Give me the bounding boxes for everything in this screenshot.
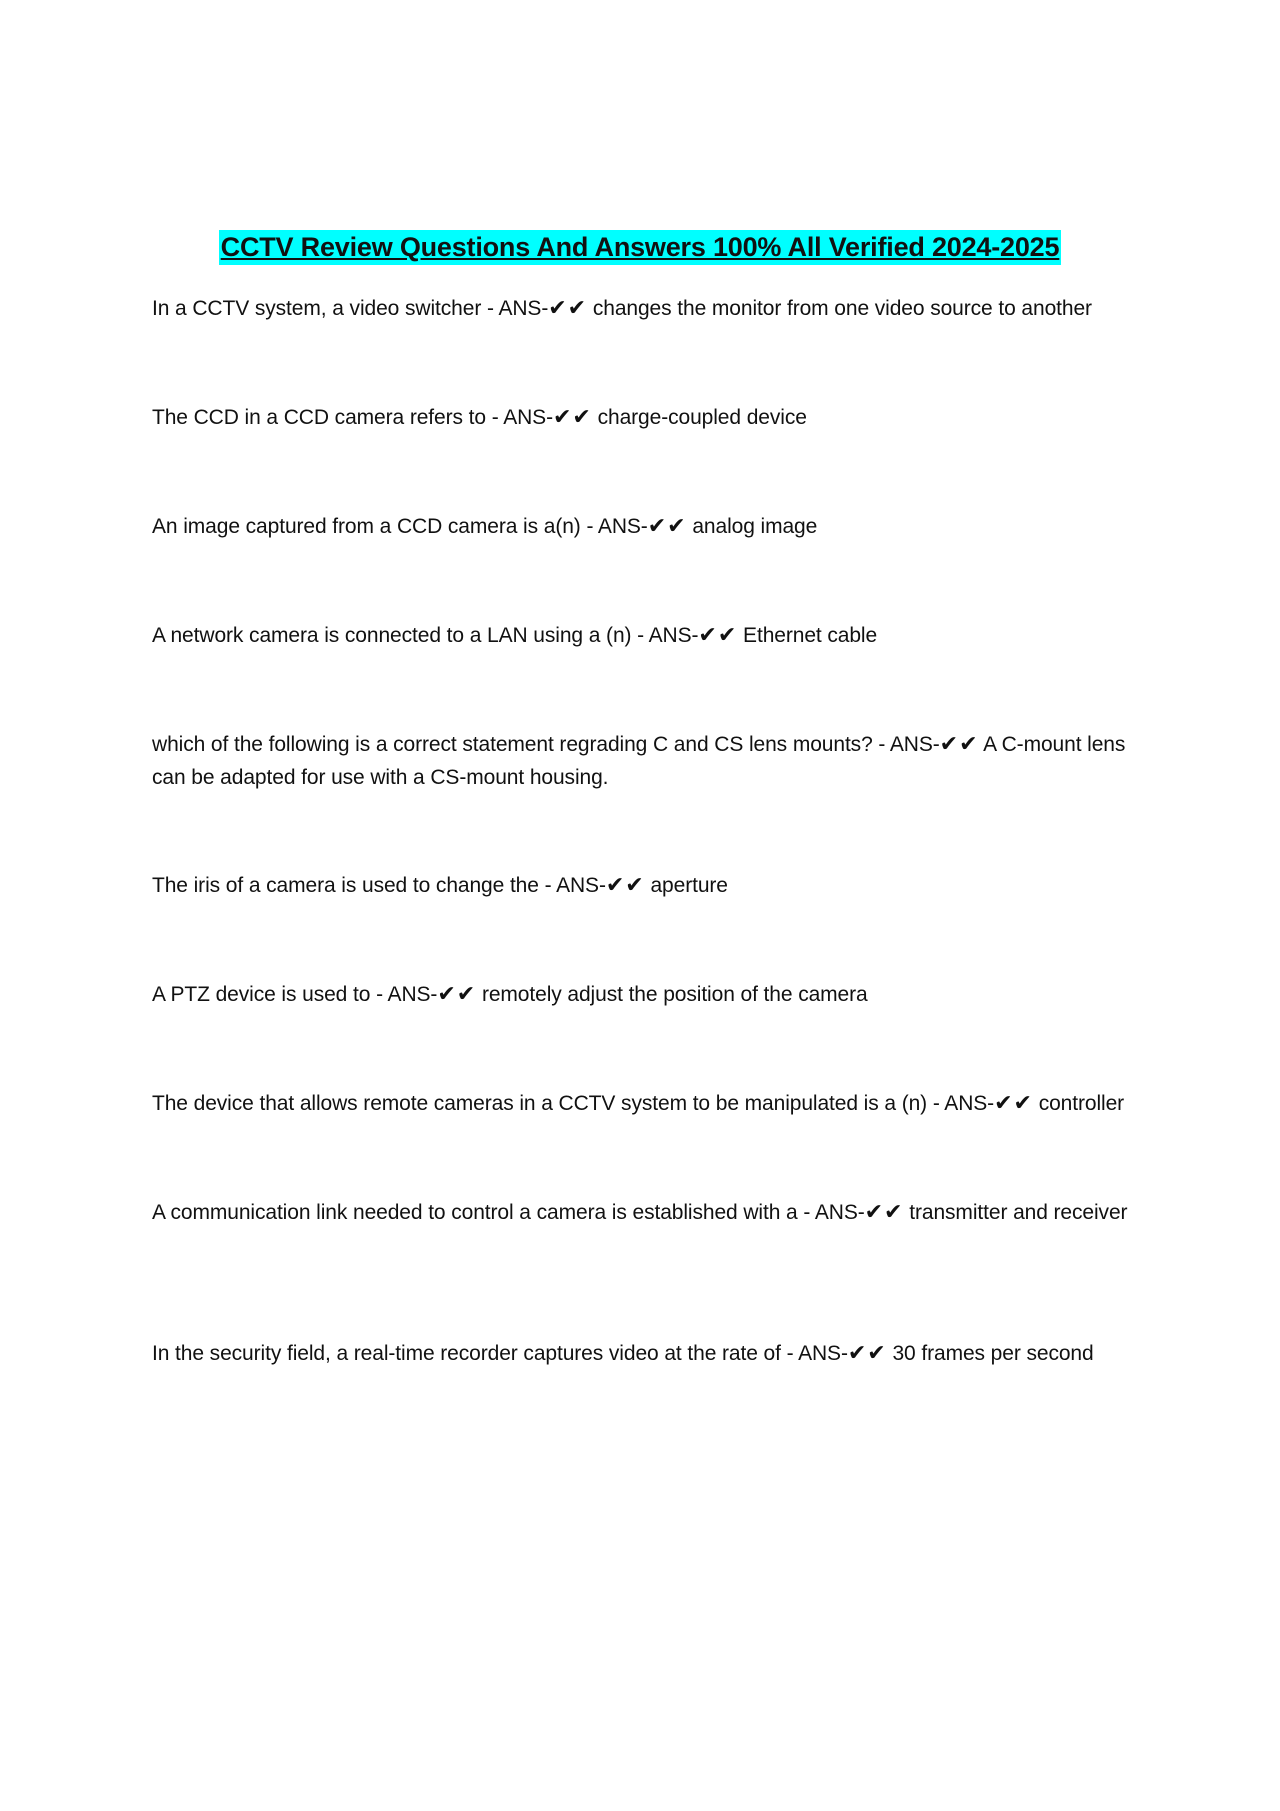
answer-marker: - ANS-: [586, 515, 648, 538]
qa-item-6: [152, 869, 1152, 902]
double-check-icon: ✔✔: [864, 1200, 904, 1225]
answer-marker: - ANS-: [376, 983, 438, 1006]
double-check-icon: ✔✔: [698, 623, 738, 648]
answer-marker: - ANS-: [491, 406, 553, 429]
qa-item-1: [152, 292, 1152, 325]
question-text: In a CCTV system, a video switcher: [152, 297, 482, 320]
question-text: A network camera is connected to a LAN using a (n): [152, 624, 632, 647]
qa-item-8: [152, 1087, 1152, 1120]
answer-marker: - ANS-: [637, 624, 699, 647]
double-check-icon: ✔✔: [994, 1091, 1033, 1116]
answer-marker: - ANS-: [932, 1092, 995, 1115]
question-text: A PTZ device is used to: [152, 983, 371, 1006]
qa-item-2: [152, 401, 1152, 434]
question-text: The iris of a camera is used to change the: [152, 874, 539, 897]
qa-item-4: [152, 619, 1152, 652]
qa-item-5: [152, 728, 1152, 794]
question-text: In the security field, a real-time recorder captures video at the rate of: [152, 1342, 781, 1365]
answer-text: changes the monitor from one video source to another: [592, 297, 1092, 320]
answer-text: aperture: [650, 874, 728, 897]
answer-marker: - ANS-: [786, 1342, 848, 1365]
answer-text: A C-mount lens can be adapted for use with a CS-mount housing.: [152, 733, 1126, 789]
question-text: A communication link needed to control a camera is established with a: [152, 1201, 798, 1224]
title-container: [0, 230, 1280, 265]
double-check-icon: ✔✔: [548, 296, 588, 321]
answer-text: charge-coupled device: [597, 406, 807, 429]
qa-item-3: [152, 510, 1152, 543]
question-text: which of the following is a correct statement regrading C and CS lens mounts?: [152, 733, 873, 756]
question-text: An image captured from a CCD camera is a(n): [152, 515, 581, 538]
question-text: The CCD in a CCD camera refers to: [152, 406, 486, 429]
answer-marker: - ANS-: [544, 874, 606, 897]
answer-marker: - ANS-: [803, 1201, 865, 1224]
answer-text: Ethernet cable: [743, 624, 878, 647]
double-check-icon: ✔✔: [437, 982, 477, 1007]
answer-text: 30 frames per second: [892, 1342, 1094, 1365]
document-title: CCTV Review Questions And Answers 100% All Verified 2024-2025: [219, 230, 1062, 265]
answer-text: remotely adjust the position of the camera: [481, 983, 868, 1006]
double-check-icon: ✔✔: [939, 732, 979, 757]
qa-item-10: [152, 1337, 1152, 1370]
double-check-icon: ✔✔: [552, 405, 592, 430]
double-check-icon: ✔✔: [847, 1341, 887, 1366]
double-check-icon: ✔✔: [647, 514, 687, 539]
answer-text: transmitter and receiver: [909, 1201, 1128, 1224]
answer-text: controller: [1038, 1092, 1125, 1115]
answer-marker: - ANS-: [486, 297, 549, 320]
answer-text: analog image: [692, 515, 818, 538]
answer-marker: - ANS-: [878, 733, 940, 756]
qa-item-7: [152, 978, 1152, 1011]
question-text: The device that allows remote cameras in a CCTV system to be manipulated is a (n): [152, 1092, 928, 1115]
qa-item-9: [152, 1196, 1152, 1229]
double-check-icon: ✔✔: [605, 873, 645, 898]
